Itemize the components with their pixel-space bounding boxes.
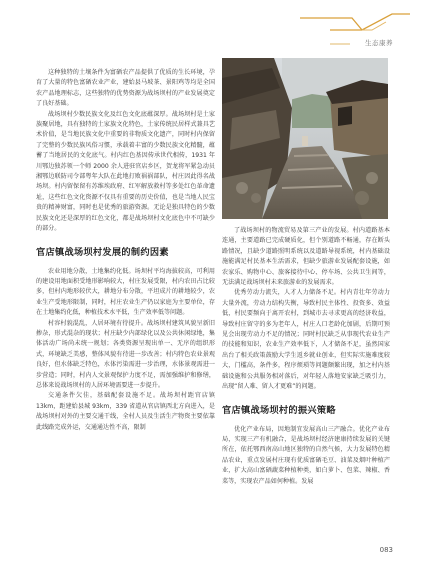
right-column-paragraph: 优化产业布局，因地制宜发展高山三产融合。优化产业布局，实现三产有机融合，是战场坝村经济建康持续发展的关键所在，依托鄂西南高山地区独特的自然气候，大力发展特色精品农业，重点发展村庄现有优质富硒毛豆、油菜及烟叶种植产业，扩大高山富硒蔬菜种植种类，如白萝卜、包菜、辣椒、香菜等，实现农产品如何种植。发展	[222, 425, 390, 485]
header-roof-decoration	[0, 0, 427, 58]
village-stone-path-photo	[222, 58, 388, 219]
section-heading-strategies: 官店镇战场坝村的振兴策略	[222, 404, 336, 416]
left-column-paragraph: 战场坝村少数民族文化及红色文化底蕴深厚。战场坝村是土家族聚居地，具有独特的土家族文化特色，土家传统民居样式兼具艺术价值，是当地民族文化中重要的非物质文化遗产，同时村内保留了完整的少数民族风俗习惯，承载着丰富的少数民族文化精髓，蕴蓄了当地居民的文化底气。村内红色基因传承世代相传，1931 年川鄂边独苏领一个师 2000 余人进驻官店乡区，贺龙将军紧急动员湘鄂边联防司令部粤年大队在此地打败祸祸部队，村庄因此得名战场坝。村内留保留有苏维埃政府、红军解放救村等多处红色革命遗址，这些红色文化资源不仅具有重要的历史价值，也是当地人民宝贵的精神财富，同时也是优秀的旅游资源。无论是独具特色的少数民族文化还是深厚的红色文化，都是战场坝村文化底色中不可缺少的部分。	[36, 110, 215, 233]
left-column	[36, 68, 215, 433]
left-column-paragraph: 交通条件欠佳，基础配套设施不足。战场坝村距官店镇 13km，距建始县城 93km，339 省道从官店镇西北方向进入，是战场坝村对外的主要交通干线，全村人员及生活生产物资主要依靠此线路完成外运，交通通达性不高，限制	[36, 392, 215, 431]
page-number: 083	[379, 546, 393, 554]
section-heading-constraints: 官店镇战场坝村发展的制约因素	[36, 246, 169, 258]
right-column-paragraph: 了战场坝村的物流贸易及第三产业的发展。村内道路基本连通，主要道路已完成硬质化，但个别道路不畅通，存在断头路情况，且缺少道路照明系统以及道路导视系统，村内基础设施能满足村民基本生活需求，但缺少旅游业发展配套设施，如农家乐、购物中心、旅客接待中心、停车场、公共卫生间等，无法满足战场坝村未来旅游业的发展需求。	[222, 227, 390, 287]
left-column-paragraph: 这种独特的土壤条件为富硒农产品提供了优质的生长环境，孕育了大量的特色富硒农业产业，建始县马坡茶、景阳鸡等均是全国农产品地理标志，这些独特的优势资源为战场坝村的产业发展奠定了良好基础。	[36, 69, 215, 108]
left-column-paragraph: 农业用地分散，土地集约化低。场坝村平均海拔较高，可利用的建设用地面积受地形影响较大，村庄发展受限，村内农田占比较多，但村内地形较伏大，耕地分布分散，平坦成片的耕地较少，农业生产受地形限制，同时，村庄农业生产仍以家庭为主要单位，存在土地集约化低，种植技术水平低，生产效率低等问题。	[36, 267, 215, 317]
right-column	[222, 226, 390, 487]
left-column-paragraph: 村容村貌混乱，人居环境有待提升。战场坝村建筑风貌呈新旧掺杂，形式混杂的现状；村庄缺少内部绿化以及公共休闲绿地，集体活动广场尚未统一规划；各类资源呈现出单一、无序的组织形式，环境缺乏美感，整体风貌有待进一步改善；村内特色农业景观良好，但水体缺乏特色，水体污染需进一步治理，水体景观需进一步营造；同时，村内人文景观保护力度不足，需加强维护和修缮，总体来说战场坝村的人居环境需要进一步提升。	[36, 319, 215, 389]
section-tag: 生态康养	[365, 39, 393, 47]
right-column-paragraph: 优秀劳动力流失，人才人力储备不足。村内青壮年劳动力大量外流，劳动力结构失衡，导致村民主体性、投资多、效益低，村民要频向于离开农村，到城市去寻求更高的经济收益，导致村庄留守的多为老年人，村庄人口老龄化加剧，后期可预见会出现劳动力不足的情况；同时村民缺乏从事现代农业生产的技能和知识，农业生产效率低下，人才储备不足，虽然国家出台了相关政策鼓励大学生返乡就业创业，但实际实施难度较大，门槛高，条件多，程序烦琐等问题颇繁出现，加之村内基础设施和公共服务相对落后，对年轻人落地安家缺乏吸引力，出现“留人难、留人才更难”的问题。	[222, 289, 390, 391]
